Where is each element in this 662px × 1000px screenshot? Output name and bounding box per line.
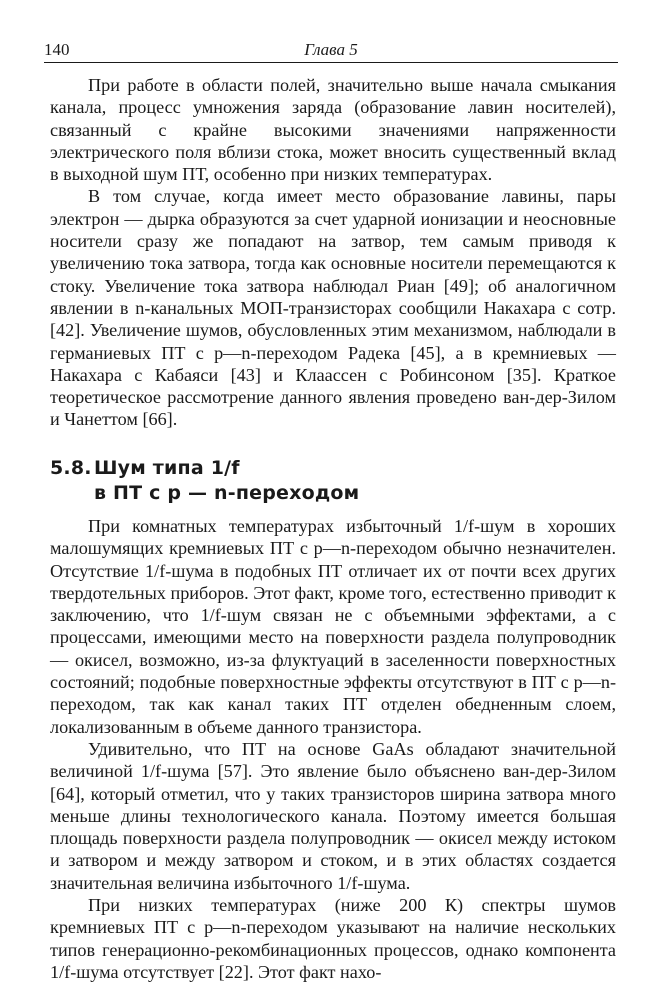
- section-title-line2: в ПТ с p — n-переходом: [94, 482, 360, 504]
- paragraph: Удивительно, что ПТ на основе GaAs обладают значительной величиной 1/f-шума [57]. Это явление было объяснено ван-дер-Зилом [64], который отметил, что у таких транзисторов ширина затвора много меньше длины технологического канала. Поэтому имеется большая площадь поверхности раздела полупроводник — окисел между истоком и затвором и между затвором и стоком, и в этих областях создается значительная величина избыточного 1/f-шума.: [50, 738, 616, 893]
- paragraph: При низких температурах (ниже 200 К) спектры шумов кремниевых ПТ с p—n-переходом указывают на наличие нескольких типов генерационно-рекомбинационных процессов, однако компонента 1/f-шума отсутствует [22]. Этот факт нахо-: [50, 895, 616, 982]
- page-header: [44, 38, 618, 63]
- text-block-bottom: [50, 515, 616, 983]
- paragraph: При комнатных температурах избыточный 1/f-шум в хороших малошумящих кремниевых ПТ с p—n-переходом обычно незначителен. Отсутствие 1/f-шума в подобных ПТ отличает их от почти всех других твердотельных приборов. Этот факт, кроме того, естественно приводит к заключению, что 1/f-шум связан не с объемными эффектами, а с процессами, имеющими место на поверхности раздела полупроводник — окисел, возможно, из-за флуктуаций в заселенности поверхностных состояний; подобные поверхностные эффекты отсутствуют в ПТ с p—n-переходом, так как канал таких ПТ отделен обедненным слоем, локализованным в объеме данного транзистора.: [50, 516, 616, 737]
- text-block-top: [50, 74, 616, 431]
- page-number: 140: [44, 40, 70, 59]
- section-number: 5.8.: [50, 457, 92, 479]
- paragraph: В том случае, когда имеет место образование лавины, пары электрон — дырка образуются за счет ударной ионизации и неосновные носители сразу же попадают на затвор, тем самым приводя к увеличению тока затвора, тогда как основные носители перемещаются к стоку. Увеличение тока затвора наблюдал Риан [49]; об аналогичном явлении в n-канальных МОП-транзисторах сообщили Накахара с сотр. [42]. Увеличение шумов, обусловленных этим механизмом, наблюдали в германиевых ПТ с p—n-переходом Радека [45], а в кремниевых — Накахара с Кабаяси [43] и Клаассен с Робинсоном [35]. Краткое теоретическое рассмотрение данного явления проведено ван-дер-Зилом и Чанеттом [66].: [50, 186, 616, 430]
- section-heading: [50, 456, 610, 506]
- paragraph: При работе в области полей, значительно выше начала смыкания канала, процесс умножения заряда (образование лавин носителей), связанный с крайне высокими значениями напряженности электрического поля вблизи стока, может вносить существенный вклад в выходной шум ПТ, особенно при низких температурах.: [50, 75, 616, 185]
- running-head: Глава 5: [304, 40, 358, 59]
- section-title-line1: Шум типа 1/f: [94, 457, 240, 479]
